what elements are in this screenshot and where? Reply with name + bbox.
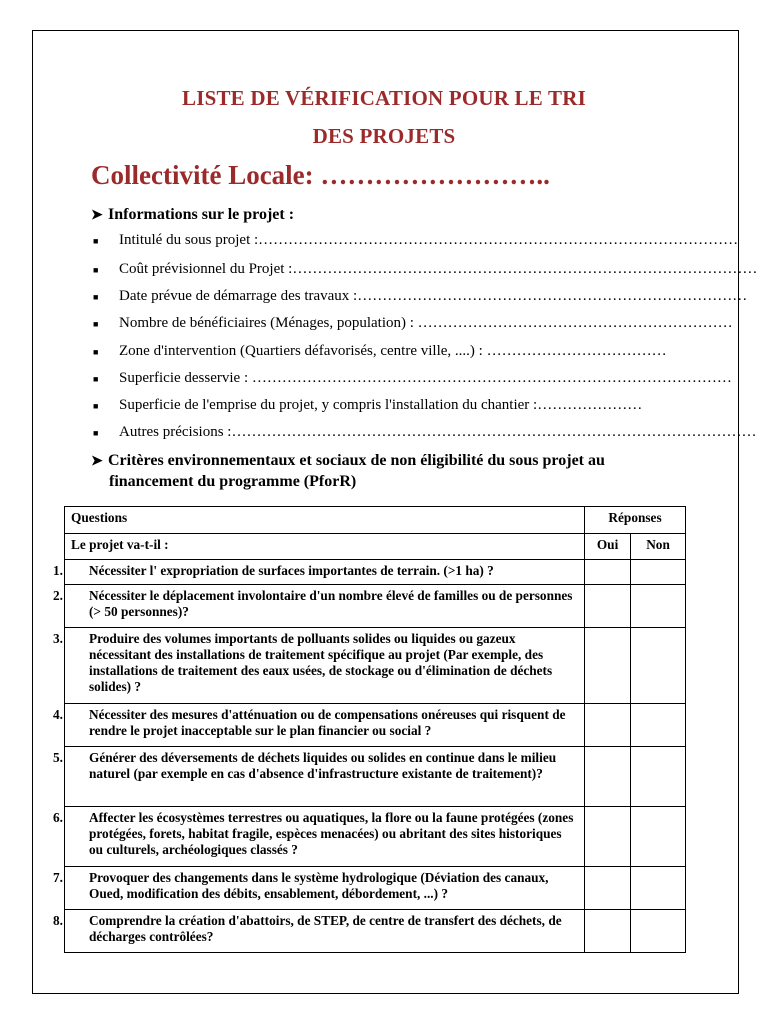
square-bullet-icon: ■	[93, 346, 99, 357]
table-row	[65, 910, 686, 953]
subheader-le-projet: Le projet va-t-il :	[65, 534, 585, 560]
info-item	[93, 315, 733, 332]
non-cell[interactable]	[631, 867, 686, 910]
info-item	[93, 397, 668, 414]
non-cell[interactable]	[631, 585, 686, 628]
square-bullet-icon: ■	[93, 318, 99, 329]
table-row	[65, 560, 686, 585]
question-text: Générer des déversements de déchets liquides ou solides en continue dans le milieu naturel (par exemple en cas d'absence d'infrastructure existante de traitement)?	[89, 750, 557, 781]
arrow-bullet-icon: ➤	[91, 208, 103, 223]
non-cell[interactable]	[631, 747, 686, 807]
table-row	[65, 628, 686, 704]
info-item-text: Superficie desservie : ……………………………………………………………………………………	[119, 370, 732, 386]
question-text: Affecter les écosystèmes terrestres ou aquatiques, la flore ou la faune protégées (zones protégées, forets, habitat fragile, espèces menacées) ou abritant des sites historiques ou culturels, archéologiques classés ?	[89, 810, 574, 857]
oui-header: Oui	[585, 534, 631, 560]
info-item-text: Coût prévisionnel du Projet :…………………………………………………………………………………	[119, 261, 758, 277]
table-row	[65, 867, 686, 910]
arrow-bullet-icon: ➤	[91, 454, 103, 469]
question-number: 6.	[53, 810, 63, 825]
non-cell[interactable]	[631, 628, 686, 704]
info-item-text: Zone d'intervention (Quartiers défavorisés, centre ville, ....) : ………………………………	[119, 343, 667, 359]
info-item-text: Autres précisions :……………………………………………………………………………………………	[119, 424, 757, 440]
non-cell[interactable]	[631, 910, 686, 953]
table-row	[65, 807, 686, 867]
criteria-heading-line2: financement du programme (PforR)	[109, 473, 357, 490]
info-item-text: Date prévue de démarrage des travaux :……………………………………………………………………	[119, 288, 748, 304]
info-item-text: Superficie de l'emprise du projet, y compris l'installation du chantier :…………………	[119, 397, 643, 413]
table-row	[65, 704, 686, 747]
question-text: Nécessiter le déplacement involontaire d'un nombre élevé de familles ou de personnes (> 50 personnes)?	[89, 588, 573, 619]
question-number: 3.	[53, 631, 63, 646]
reponses-header: Réponses	[585, 507, 686, 534]
info-item	[93, 288, 748, 305]
info-item	[93, 370, 732, 387]
info-section-heading	[91, 206, 294, 224]
oui-cell[interactable]	[585, 747, 631, 807]
info-item	[93, 232, 739, 249]
square-bullet-icon: ■	[93, 373, 99, 384]
question-text: Comprendre la création d'abattoirs, de STEP, de centre de transfert des déchets, de décharges contrôlées?	[89, 913, 562, 944]
info-item	[93, 261, 758, 278]
info-item-text: Intitulé du sous projet :……………………………………………………………………………………	[119, 232, 739, 248]
question-text: Produire des volumes importants de polluants solides ou liquides ou gazeux nécessitant des installations de traitement spécifique au projet (Par exemple, des installations de traitement des eaux usées, de stockage ou d'élimination de déchets solides) ?	[89, 631, 553, 694]
document-title-line1: LISTE DE VÉRIFICATION POUR LE TRI	[182, 86, 586, 110]
non-cell[interactable]	[631, 807, 686, 867]
non-cell[interactable]	[631, 560, 686, 585]
oui-cell[interactable]	[585, 628, 631, 704]
screening-table	[53, 506, 686, 953]
collectivite-field: Collectivité Locale: ……………………..	[91, 160, 550, 190]
oui-cell[interactable]	[585, 807, 631, 867]
criteria-heading-line1: Critères environnementaux et sociaux de non éligibilité du sous projet au	[108, 452, 605, 469]
info-item-text: Nombre de bénéficiaires (Ménages, population) : ………………………………………………………	[119, 315, 733, 331]
oui-cell[interactable]	[585, 704, 631, 747]
square-bullet-icon: ■	[93, 400, 99, 411]
question-number: 5.	[53, 750, 63, 765]
table-row	[65, 585, 686, 628]
oui-cell[interactable]	[585, 867, 631, 910]
question-number: 1.	[53, 563, 63, 578]
document-title-line2: DES PROJETS	[312, 124, 456, 148]
info-heading-text: Informations sur le projet :	[108, 206, 295, 223]
question-number: 4.	[53, 707, 63, 722]
info-item	[93, 343, 668, 360]
criteria-section-heading	[91, 451, 691, 492]
oui-cell[interactable]	[585, 560, 631, 585]
non-cell[interactable]	[631, 704, 686, 747]
info-item	[93, 424, 757, 441]
questions-header: Questions	[65, 507, 585, 534]
oui-cell[interactable]	[585, 585, 631, 628]
square-bullet-icon: ■	[93, 291, 99, 302]
square-bullet-icon: ■	[93, 427, 99, 438]
question-number: 7.	[53, 870, 63, 885]
square-bullet-icon: ■	[93, 264, 99, 275]
non-header: Non	[631, 534, 686, 560]
question-text: Nécessiter des mesures d'atténuation ou de compensations onéreuses qui risquent de rendre le projet inacceptable sur le plan financier ou social ?	[89, 707, 566, 738]
question-text: Nécessiter l' expropriation de surfaces importantes de terrain. (>1 ha) ?	[89, 563, 494, 578]
table-row	[65, 747, 686, 807]
question-number: 2.	[53, 588, 63, 603]
question-number: 8.	[53, 913, 63, 928]
oui-cell[interactable]	[585, 910, 631, 953]
square-bullet-icon: ■	[93, 235, 99, 246]
question-text: Provoquer des changements dans le système hydrologique (Déviation des canaux, Oued, modification des débits, ensablement, débordement, ...) ?	[89, 870, 549, 901]
